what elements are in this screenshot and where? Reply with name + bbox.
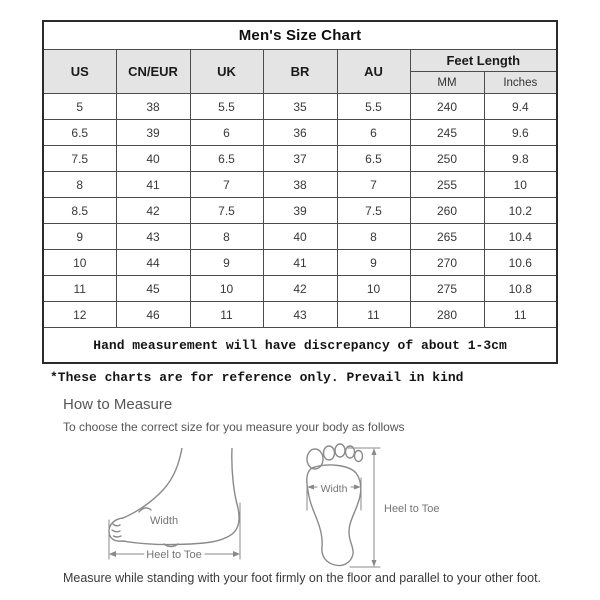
table-title-row <box>43 21 557 50</box>
table-cell: 6 <box>190 120 263 146</box>
table-cell: 265 <box>410 224 484 250</box>
table-cell: 44 <box>116 250 190 276</box>
table-cell: 12 <box>43 302 116 328</box>
table-row <box>43 302 557 328</box>
table-cell: 270 <box>410 250 484 276</box>
table-cell: 37 <box>263 146 337 172</box>
reference-note: *These charts are for reference only. Prevail in kind <box>50 370 464 385</box>
table-cell: 9.6 <box>484 120 557 146</box>
sole-width-label: Width <box>320 483 348 495</box>
how-to-measure-heading: How to Measure <box>63 396 173 413</box>
table-cell: 11 <box>337 302 410 328</box>
table-cell: 9 <box>190 250 263 276</box>
col-header-us: US <box>43 50 116 94</box>
table-cell: 8 <box>337 224 410 250</box>
table-cell: 255 <box>410 172 484 198</box>
table-cell: 260 <box>410 198 484 224</box>
table-cell: 7.5 <box>43 146 116 172</box>
table-cell: 10 <box>484 172 557 198</box>
table-cell: 36 <box>263 120 337 146</box>
table-cell: 38 <box>116 94 190 120</box>
col-header-au: AU <box>337 50 410 94</box>
table-cell: 10.8 <box>484 276 557 302</box>
table-title: Men's Size Chart <box>43 21 557 50</box>
arrow-right-icon <box>233 551 240 557</box>
table-cell: 275 <box>410 276 484 302</box>
table-cell: 250 <box>410 146 484 172</box>
table-cell: 5.5 <box>190 94 263 120</box>
foot-side-view-diagram <box>106 448 244 563</box>
table-cell: 5 <box>43 94 116 120</box>
table-row <box>43 146 557 172</box>
side-heel-to-toe-label: Heel to Toe <box>146 549 202 561</box>
table-cell: 6.5 <box>337 146 410 172</box>
col-header-cn-eur: CN/EUR <box>116 50 190 94</box>
side-width-label: Width <box>149 515 179 527</box>
table-cell: 10.2 <box>484 198 557 224</box>
measure-caption: Measure while standing with your foot firmly on the floor and parallel to your other foot. <box>62 571 542 585</box>
table-cell: 6.5 <box>43 120 116 146</box>
table-cell: 7 <box>190 172 263 198</box>
table-cell: 38 <box>263 172 337 198</box>
table-cell: 35 <box>263 94 337 120</box>
table-cell: 245 <box>410 120 484 146</box>
table-cell: 280 <box>410 302 484 328</box>
table-cell: 7.5 <box>190 198 263 224</box>
arrow-right-icon <box>354 485 361 490</box>
col-header-br: BR <box>263 50 337 94</box>
table-cell: 11 <box>190 302 263 328</box>
table-cell: 240 <box>410 94 484 120</box>
size-chart-table <box>42 20 558 364</box>
table-cell: 40 <box>116 146 190 172</box>
sole-heel-to-toe-label: Heel to Toe <box>384 503 440 515</box>
table-row <box>43 198 557 224</box>
table-cell: 6.5 <box>190 146 263 172</box>
table-row <box>43 94 557 120</box>
footprint-diagram <box>298 442 463 574</box>
table-cell: 11 <box>484 302 557 328</box>
table-cell: 9 <box>43 224 116 250</box>
col-header-mm: MM <box>410 72 484 94</box>
table-cell: 10 <box>190 276 263 302</box>
table-cell: 7.5 <box>337 198 410 224</box>
table-row <box>43 276 557 302</box>
table-cell: 9 <box>337 250 410 276</box>
arrow-left-icon <box>109 551 116 557</box>
table-row <box>43 250 557 276</box>
table-cell: 40 <box>263 224 337 250</box>
table-cell: 5.5 <box>337 94 410 120</box>
table-cell: 10.4 <box>484 224 557 250</box>
table-cell: 43 <box>116 224 190 250</box>
table-cell: 46 <box>116 302 190 328</box>
table-cell: 41 <box>116 172 190 198</box>
table-cell: 8 <box>43 172 116 198</box>
table-cell: 10 <box>43 250 116 276</box>
table-header-row <box>43 50 557 72</box>
table-row <box>43 120 557 146</box>
table-cell: 45 <box>116 276 190 302</box>
size-table-body <box>43 94 557 328</box>
table-cell: 39 <box>263 198 337 224</box>
col-header-feet-length: Feet Length <box>410 50 557 72</box>
arrow-down-icon <box>372 560 377 567</box>
how-to-measure-instruction: To choose the correct size for you measure your body as follows <box>63 420 405 434</box>
table-cell: 39 <box>116 120 190 146</box>
arrow-up-icon <box>372 448 377 455</box>
table-cell: 9.4 <box>484 94 557 120</box>
table-cell: 41 <box>263 250 337 276</box>
table-row <box>43 172 557 198</box>
table-cell: 42 <box>116 198 190 224</box>
table-cell: 10 <box>337 276 410 302</box>
table-cell: 10.6 <box>484 250 557 276</box>
table-cell: 8.5 <box>43 198 116 224</box>
table-cell: 11 <box>43 276 116 302</box>
table-cell: 7 <box>337 172 410 198</box>
table-footnote: Hand measurement will have discrepancy of about 1-3cm <box>43 328 557 364</box>
table-cell: 43 <box>263 302 337 328</box>
table-cell: 8 <box>190 224 263 250</box>
table-cell: 42 <box>263 276 337 302</box>
table-footnote-row <box>43 328 557 364</box>
table-row <box>43 224 557 250</box>
col-header-uk: UK <box>190 50 263 94</box>
table-cell: 9.8 <box>484 146 557 172</box>
table-cell: 6 <box>337 120 410 146</box>
col-header-inches: Inches <box>484 72 557 94</box>
